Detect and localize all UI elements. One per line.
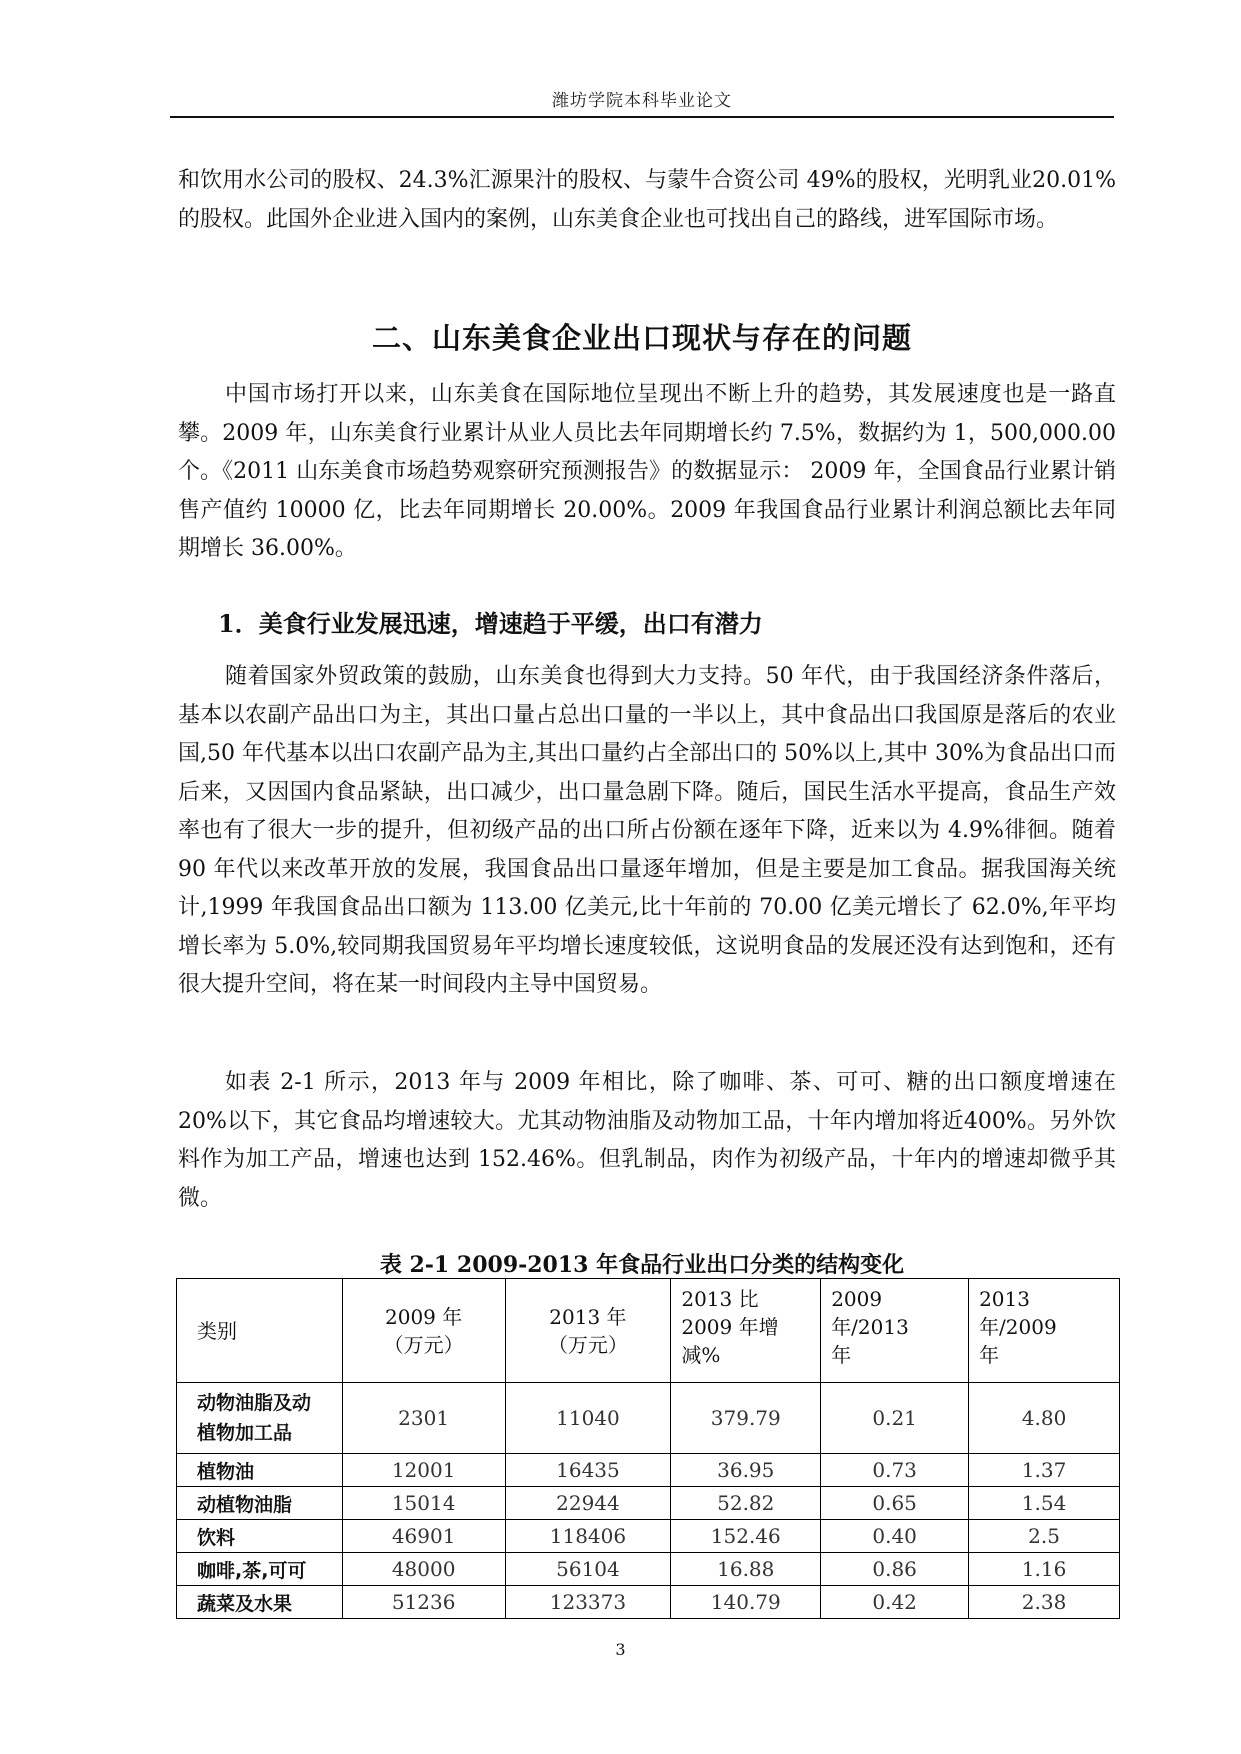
cell-change: 52.82 xyxy=(671,1487,821,1520)
cell-ratio-1: 0.73 xyxy=(821,1454,969,1487)
cell-ratio-2: 4.80 xyxy=(969,1383,1120,1454)
cell-2013: 11040 xyxy=(505,1383,671,1454)
header-category: 类别 xyxy=(177,1279,343,1383)
cell-category: 动物油脂及动 植物加工品 xyxy=(177,1383,343,1454)
header-ratio-2013-2009: 2013 年/2009 年 xyxy=(969,1279,1120,1383)
cell-2009: 46901 xyxy=(342,1520,505,1553)
cell-change: 16.88 xyxy=(671,1553,821,1586)
cell-2009: 2301 xyxy=(342,1383,505,1454)
paragraph-export-history: 随着国家外贸政策的鼓励，山东美食也得到大力支持。50 年代，由于我国经济条件落后，基本以农副产品出口为主，其出口量占总出口量的一半以上，其中食品出口我国原是落后的农业国,50 年代基本以出口农副产品为主,其出口量约占全部出口的 50%以上,其中 30%为食品出口而后来，又因国内食品紧缺，出口减少，出口量急剧下降。随后，国民生活水平提高，食品生产效率也有了很大一步的提升，但初级产品的出口所占份额在逐年下降，近来以为 4.9%徘徊。随着 90 年代以来改革开放的发展，我国食品出口量逐年增加，但是主要是加工食品。据我国海关统计,1999 年我国食品出口额为 113.00 亿美元,比十年前的 70.00 亿美元增长了 62.0%,年平均增长率为 5.0%,较同期我国贸易年平均增长速度较低，这说明食品的发展还没有达到饱和，还有很大提升空间，将在某一时间段内主导中国贸易。 xyxy=(178,664,1116,997)
table-row xyxy=(177,1454,1120,1487)
cell-ratio-2: 2.38 xyxy=(969,1586,1120,1619)
cell-ratio-1: 0.21 xyxy=(821,1383,969,1454)
header-2013: 2013 年 （万元） xyxy=(505,1279,671,1383)
paragraph-continued: 和饮用水公司的股权、24.3%汇源果汁的股权、与蒙牛合资公司 49%的股权，光明乳业20.01%的股权。此国外企业进入国内的案例，山东美食企业也可找出自己的路线，进军国际市场。 xyxy=(178,168,1116,232)
export-structure-table xyxy=(176,1278,1120,1619)
paragraph-table-reference: 如表 2-1 所示，2013 年与 2009 年相比，除了咖啡、茶、可可、糖的出口额度增速在 20%以下，其它食品均增速较大。尤其动物油脂及动物加工品，十年内增加将近400%。另外饮料作为加工产品，增速也达到 152.46%。但乳制品，肉作为初级产品，十年内的增速却微乎其微。 xyxy=(178,1070,1116,1211)
cell-category: 饮料 xyxy=(177,1520,343,1553)
cell-ratio-2: 1.37 xyxy=(969,1454,1120,1487)
cell-2013: 123373 xyxy=(505,1586,671,1619)
cell-2009: 51236 xyxy=(342,1586,505,1619)
subsection-heading: 1．美食行业发展迅速，增速趋于平缓，出口有潜力 xyxy=(218,609,763,638)
cell-2013: 22944 xyxy=(505,1487,671,1520)
cell-2009: 15014 xyxy=(342,1487,505,1520)
table-caption: 表 2-1 2009-2013 年食品行业出口分类的结构变化 xyxy=(379,1252,905,1278)
section-heading: 二、山东美食企业出口现状与存在的问题 xyxy=(371,321,912,355)
paragraph-market-overview: 中国市场打开以来，山东美食在国际地位呈现出不断上升的趋势，其发展速度也是一路直攀。2009 年，山东美食行业累计从业人员比去年同期增长约 7.5%，数据约为 1，500,000.00 个。《2011 山东美食市场趋势观察研究预测报告》的数据显示： 2009 年，全国食品行业累计销售产值约 10000 亿，比去年同期增长 20.00%。2009 年我国食品行业累计利润总额比去年同期增长 36.00%。 xyxy=(178,382,1116,561)
table-row xyxy=(177,1487,1120,1520)
table-row xyxy=(177,1553,1120,1586)
cell-ratio-2: 1.54 xyxy=(969,1487,1120,1520)
cell-change: 379.79 xyxy=(671,1383,821,1454)
cell-ratio-2: 1.16 xyxy=(969,1553,1120,1586)
cell-2013: 56104 xyxy=(505,1553,671,1586)
cell-change: 152.46 xyxy=(671,1520,821,1553)
cell-ratio-1: 0.42 xyxy=(821,1586,969,1619)
header-ratio-2009-2013: 2009 年/2013 年 xyxy=(821,1279,969,1383)
table-row xyxy=(177,1383,1120,1454)
cell-ratio-1: 0.40 xyxy=(821,1520,969,1553)
cell-category: 动植物油脂 xyxy=(177,1487,343,1520)
cell-2009: 12001 xyxy=(342,1454,505,1487)
cell-2013: 16435 xyxy=(505,1454,671,1487)
cell-2009: 48000 xyxy=(342,1553,505,1586)
header-rule xyxy=(170,116,1114,118)
cell-category: 咖啡,茶,可可 xyxy=(177,1553,343,1586)
running-header: 潍坊学院本科毕业论文 xyxy=(552,91,732,111)
table-row xyxy=(177,1520,1120,1553)
cell-category: 植物油 xyxy=(177,1454,343,1487)
table-header-row xyxy=(177,1279,1120,1383)
header-2009: 2009 年 （万元） xyxy=(342,1279,505,1383)
cell-change: 36.95 xyxy=(671,1454,821,1487)
cell-2013: 118406 xyxy=(505,1520,671,1553)
cell-ratio-1: 0.86 xyxy=(821,1553,969,1586)
cell-category: 蔬菜及水果 xyxy=(177,1586,343,1619)
cell-ratio-2: 2.5 xyxy=(969,1520,1120,1553)
page-number: 3 xyxy=(615,1640,626,1659)
header-change: 2013 比 2009 年增 减% xyxy=(671,1279,821,1383)
table-row xyxy=(177,1586,1120,1619)
cell-ratio-1: 0.65 xyxy=(821,1487,969,1520)
cell-change: 140.79 xyxy=(671,1586,821,1619)
